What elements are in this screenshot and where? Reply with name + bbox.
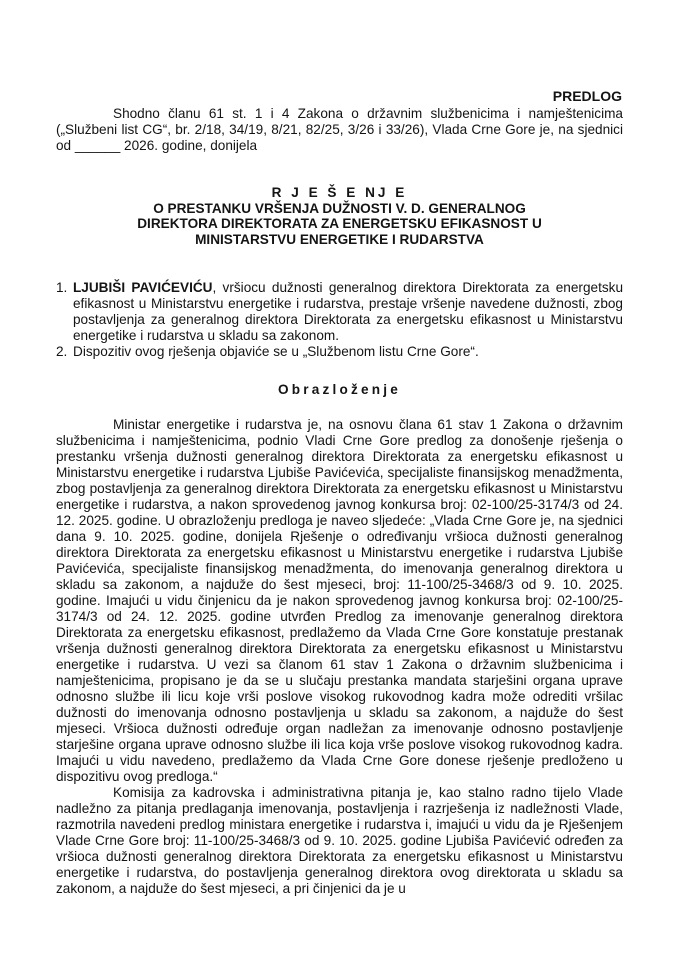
list-item (56, 280, 623, 344)
explanation-paragraph-1: Ministar energetike i rudarstva je, na osnovu člana 61 stav 1 Zakona o državnim službenicima i namještenicima, podnio Vladi Crne Gore predlog za donošenje rješenja o prestanku vršenja dužnosti generalnog direktora Direktorata za energetsku efikasnost u Ministarstvu energetike i rudarstva Ljubiše Pavićevića, specijaliste finansijskog menadžmenta, zbog postavljenja za generalnog direktora Direktorata za energetsku efikasnost u Ministarstvu energetike i rudarstva, a nakon sprovedenog javnog konkursa broj: 02-100/25-3174/3 od 24. 12. 2025. godine. U obrazloženju predloga je naveo sljedeće: „Vlada Crne Gore je, na sjednici dana 9. 10. 2025. godine, donijela Rješenje o određivanju vršioca dužnosti generalnog direktora Direktorata za energetsku efikasnost u Ministarstvu energetike i rudarstva Ljubiše Pavićevića, specijaliste finansijskog menadžmenta, do imenovanja generalnog direktora u skladu sa zakonom, a najduže do šest mjeseci, broj: 11-100/25-3468/3 od 9. 10. 2025. godine. Imajući u vidu činjenicu da je nakon sprovedenog javnog konkursa broj: 02-100/25-3174/3 od 24. 12. 2025. godine utvrđen Predlog za imenovanje generalnog direktora Direktorata za energetsku efikasnost, predlažemo da Vlada Crne Gore konstatuje prestanak vršenja dužnosti generalnog direktora Direktorata za energetsku efikasnost u Ministarstvu energetike i rudarstva. U vezi sa članom 61 stav 1 Zakona o državnim službenicima i namještenicima, propisano je da se u slučaju prestanka mandata starješini organa uprave odnosno službe ili licu koje vrši poslove visokog rukovodnog kadra može odrediti vršilac dužnosti do imenovanja odnosno postavljenja u skladu sa zakonom, a najduže do šest mjeseci. Vršioca dužnosti određuje organ nadležan za imenovanje odnosno postavljenje starješine organa uprave odnosno službe ili lica koja vrše poslove visokog rukovodnog kadra. Imajući u vidu navedeno, predlažemo da Vlada Crne Gore donese rješenje predloženo u dispozitivu ovog predloga.“ (56, 417, 623, 784)
list-item-number: 1. (56, 280, 68, 295)
decision-title (56, 185, 623, 247)
document-page (56, 88, 623, 897)
dispositive-list (56, 280, 623, 360)
explanation-heading: Obrazloženje (277, 382, 401, 397)
person-name: LJUBIŠI PAVIĆEVIĆU (73, 280, 213, 295)
preamble-paragraph: Shodno članu 61 st. 1 i 4 Zakona o državnim službenicima i namještenicima („Službeni list CG“, br. 2/18, 34/19, 8/21, 82/25, 3/26 i 33/26), Vlada Crne Gore je, na sjednici od ______ 2026. godine, donijela (56, 106, 623, 153)
decision-title-line-3: MINISTARSTVU ENERGETIKE I RUDARSTVA (195, 231, 484, 247)
document-label: PREDLOG (552, 88, 622, 104)
explanation-paragraph-2: Komisija za kadrovska i administrativna pitanja je, kao stalno radno tijelo Vlade nadležno za pitanja predlaganja imenovanja, postavljenja i razrješenja iz nadležnosti Vlade, razmotrila navedeni predlog ministara energetike i rudarstva i, imajući u vidu da je Rješenjem Vlade Crne Gore broj: 11-100/25-3468/3 od 9. 10. 2025. godine Ljubiša Pavićević određen za vršioca dužnosti generalnog direktora Direktorata za energetsku efikasnost u Ministarstvu energetike i rudarstva, do postavljenja generalnog direktora ovog direktorata u skladu sa zakonom, a najduže do šest mjeseci, a pri činjenici da je u (56, 785, 623, 896)
decision-title-line-2: DIREKTORA DIREKTORATA ZA ENERGETSKU EFIKASNOST U (137, 216, 542, 231)
list-item-body: , vršiocu dužnosti generalnog direktora Direktorata za energetsku efikasnost u Ministarstvu energetike i rudarstva, prestaje vršenje navedene dužnosti, zbog postavljenja za generalnog direktora Direktorata za energetsku efikasnost u Ministarstvu energetike i rudarstva u skladu sa zakonom. (73, 280, 623, 343)
list-item (56, 344, 623, 360)
list-item-number: 2. (56, 344, 68, 359)
decision-heading: R J E Š E NJ E (271, 185, 408, 200)
list-item-text (73, 280, 623, 344)
list-item-body: Dispozitiv ovog rješenja objaviće se u „Službenom listu Crne Gore“. (73, 344, 479, 359)
decision-title-line-1: O PRESTANKU VRŠENJA DUŽNOSTI V. D. GENERALNOG (153, 200, 526, 216)
